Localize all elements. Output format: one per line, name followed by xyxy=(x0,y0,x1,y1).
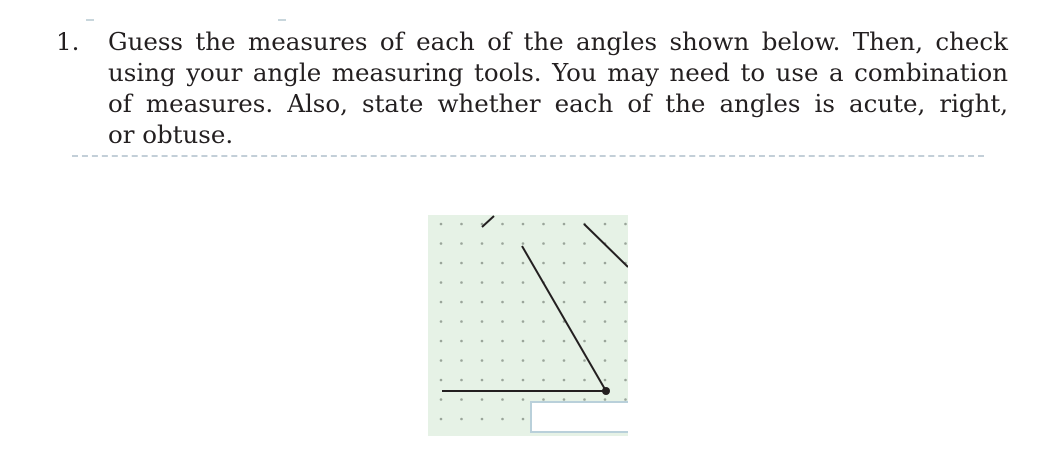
grid-dot xyxy=(460,242,463,245)
grid-dot xyxy=(604,320,607,323)
grid-dot xyxy=(542,340,545,343)
grid-dot xyxy=(440,301,443,304)
answer-box xyxy=(531,402,628,432)
grid-dot xyxy=(522,418,525,421)
grid-dot xyxy=(440,262,443,265)
grid-dot xyxy=(583,242,586,245)
grid-dot xyxy=(563,301,566,304)
grid-dot xyxy=(522,359,525,362)
grid-dot xyxy=(440,281,443,284)
grid-dot xyxy=(624,223,627,226)
grid-dot xyxy=(624,398,627,401)
grid-dot xyxy=(522,262,525,265)
grid-dot xyxy=(604,340,607,343)
grid-dot xyxy=(501,359,504,362)
grid-dot xyxy=(460,359,463,362)
grid-dot xyxy=(583,262,586,265)
grid-dot xyxy=(481,359,484,362)
grid-dot xyxy=(481,301,484,304)
grid-dot xyxy=(460,281,463,284)
grid-dot xyxy=(440,242,443,245)
grid-dot xyxy=(583,359,586,362)
grid-dot xyxy=(460,320,463,323)
grid-dot xyxy=(563,242,566,245)
grid-dot xyxy=(604,223,607,226)
grid-dot xyxy=(501,223,504,226)
grid-dot xyxy=(481,398,484,401)
grid-dot xyxy=(522,398,525,401)
grid-dot xyxy=(563,262,566,265)
grid-dot xyxy=(542,262,545,265)
grid-dot xyxy=(501,242,504,245)
grid-dot xyxy=(542,398,545,401)
grid-dot xyxy=(440,398,443,401)
grid-dot xyxy=(460,398,463,401)
grid-dot xyxy=(481,242,484,245)
grid-dot xyxy=(501,262,504,265)
grid-dot xyxy=(460,262,463,265)
grid-dot xyxy=(604,301,607,304)
grid-dot xyxy=(583,281,586,284)
grid-dot xyxy=(501,320,504,323)
grid-dot xyxy=(604,281,607,284)
grid-dot xyxy=(522,320,525,323)
grid-dot xyxy=(481,340,484,343)
grid-dot xyxy=(542,379,545,382)
grid-dot xyxy=(563,379,566,382)
grid-dot xyxy=(522,281,525,284)
dot-grid-figure xyxy=(428,215,628,436)
grid-dot xyxy=(501,281,504,284)
grid-dot xyxy=(624,242,627,245)
grid-dot xyxy=(542,320,545,323)
grid-dot xyxy=(624,359,627,362)
grid-dot xyxy=(563,359,566,362)
question-line: using your angle measuring tools. You may need to use a combination xyxy=(108,58,1008,87)
grid-dot xyxy=(604,262,607,265)
decorative-tick xyxy=(86,19,94,21)
grid-dot xyxy=(440,223,443,226)
grid-dot xyxy=(522,340,525,343)
angle-figure xyxy=(428,215,628,436)
section-divider xyxy=(72,155,984,157)
question-line: or obtuse. xyxy=(108,120,234,149)
grid-dot xyxy=(542,242,545,245)
grid-dot xyxy=(542,359,545,362)
grid-dot xyxy=(481,418,484,421)
grid-dot xyxy=(501,340,504,343)
grid-dot xyxy=(583,301,586,304)
grid-dot xyxy=(460,301,463,304)
question-text xyxy=(108,26,1008,150)
grid-dot xyxy=(563,281,566,284)
grid-dot xyxy=(522,223,525,226)
grid-dot xyxy=(481,379,484,382)
grid-dot xyxy=(440,340,443,343)
grid-dot xyxy=(440,359,443,362)
grid-dot xyxy=(460,418,463,421)
grid-dot xyxy=(522,379,525,382)
grid-dot xyxy=(624,340,627,343)
grid-dot xyxy=(583,320,586,323)
grid-dot xyxy=(440,320,443,323)
grid-dot xyxy=(542,223,545,226)
grid-dot xyxy=(522,242,525,245)
question-line: of measures. Also, state whether each of the angles is acute, right, xyxy=(108,89,1008,118)
decorative-tick xyxy=(278,19,286,21)
grid-dot xyxy=(604,379,607,382)
grid-dot xyxy=(563,223,566,226)
grid-dot xyxy=(440,418,443,421)
grid-dot xyxy=(604,359,607,362)
grid-dot xyxy=(501,379,504,382)
grid-dot xyxy=(440,379,443,382)
grid-dot xyxy=(563,398,566,401)
grid-dot xyxy=(624,301,627,304)
grid-dot xyxy=(522,301,525,304)
grid-dot xyxy=(604,398,607,401)
grid-dot xyxy=(501,418,504,421)
grid-dot xyxy=(501,301,504,304)
grid-dot xyxy=(460,340,463,343)
grid-dot xyxy=(624,320,627,323)
grid-dot xyxy=(583,379,586,382)
question-number: 1. xyxy=(56,27,80,56)
grid-dot xyxy=(624,281,627,284)
grid-dot xyxy=(583,340,586,343)
grid-dot xyxy=(481,281,484,284)
angle-vertex xyxy=(602,387,610,395)
grid-dot xyxy=(460,223,463,226)
grid-dot xyxy=(542,301,545,304)
question-line: Guess the measures of each of the angles shown below. Then, check xyxy=(108,27,1008,56)
grid-dot xyxy=(583,398,586,401)
grid-dot xyxy=(460,379,463,382)
grid-dot xyxy=(481,320,484,323)
grid-dot xyxy=(563,340,566,343)
grid-dot xyxy=(501,398,504,401)
grid-dot xyxy=(624,379,627,382)
grid-dot xyxy=(481,262,484,265)
